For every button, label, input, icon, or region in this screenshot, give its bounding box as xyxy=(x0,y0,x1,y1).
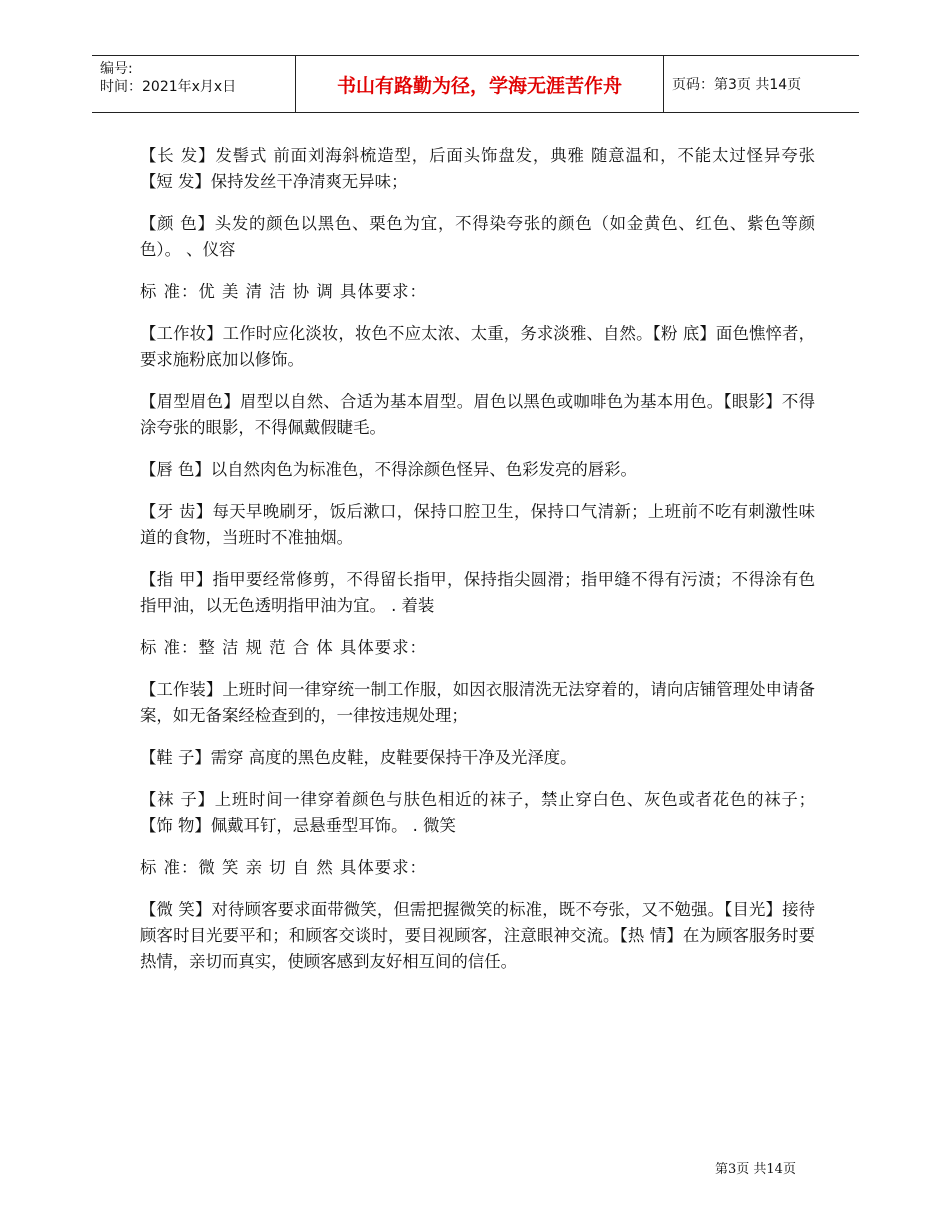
paragraph-teeth: 【牙 齿】每天早晚刷牙，饭后漱口，保持口腔卫生，保持口气清新；上班前不吃有刺激性味道的食物，当班时不准抽烟。 xyxy=(140,502,815,547)
header-motto: 书山有路勤为径，学海无涯苦作舟 xyxy=(295,56,664,112)
paragraph-hair-color: 【颜 色】头发的颜色以黑色、栗色为宜，不得染夸张的颜色（如金黄色、红色、紫色等颜色）。 、仪容 xyxy=(140,214,815,259)
paragraph-nails: 【指 甲】指甲要经常修剪，不得留长指甲，保持指尖圆滑；指甲缝不得有污渍；不得涂有色指甲油，以无色透明指甲油为宜。 . 着装 xyxy=(140,570,815,615)
paragraph-long-hair: 【长 发】发髻式 前面刘海斜梳造型，后面头饰盘发，典雅 随意温和，不能太过怪异夸张 【短 发】保持发丝干净清爽无异味； xyxy=(140,146,815,191)
paragraph-socks: 【袜 子】上班时间一律穿着颜色与肤色相近的袜子，禁止穿白色、灰色或者花色的袜子； 【饰 物】佩戴耳钉，忌悬垂型耳饰。 . 微笑 xyxy=(140,790,815,835)
paragraph-makeup: 【工作妆】工作时应化淡妆，妆色不应太浓、太重，务求淡雅、自然。【粉 底】面色憔悴者，要求施粉底加以修饰。 xyxy=(140,324,815,369)
time-label: 时间：2021年x月x日 xyxy=(100,79,237,95)
header-page-info: 页码：第3页 共14页 xyxy=(672,77,802,93)
header-meta xyxy=(92,56,295,112)
paragraph-uniform: 【工作装】上班时间一律穿统一制工作服，如因衣服清洗无法穿着的，请向店铺管理处申请备案，如无备案经检查到的，一律按违规处理； xyxy=(140,680,815,725)
standard-attire: 标 准：整 洁 规 范 合 体 具体要求： xyxy=(140,638,427,657)
paragraph-smile: 【微 笑】对待顾客要求面带微笑，但需把握微笑的标准，既不夸张，又不勉强。【目光】接待顾客时目光要平和；和顾客交谈时，要目视顾客，注意眼神交流。【热 情】在为顾客服务时要热情，亲切而真实，使顾客感到友好相互间的信任。 xyxy=(140,900,815,971)
paragraph-shoes: 【鞋 子】需穿 高度的黑色皮鞋，皮鞋要保持干净及光泽度。 xyxy=(140,748,577,767)
paragraph-lips: 【唇 色】以自然肉色为标准色，不得涂颜色怪异、色彩发亮的唇彩。 xyxy=(140,460,637,479)
page-footer: 第3页 共14页 xyxy=(715,1162,796,1177)
standard-appearance: 标 准：优 美 清 洁 协 调 具体要求： xyxy=(140,282,427,301)
paragraph-eyebrows: 【眉型眉色】眉型以自然、合适为基本眉型。眉色以黑色或咖啡色为基本用色。【眼影】不得涂夸张的眼影，不得佩戴假睫毛。 xyxy=(140,392,815,437)
code-label: 编号: xyxy=(100,61,133,77)
document-body xyxy=(140,143,815,991)
standard-smile: 标 准：微 笑 亲 切 自 然 具体要求： xyxy=(140,858,427,877)
page-header xyxy=(92,55,859,113)
